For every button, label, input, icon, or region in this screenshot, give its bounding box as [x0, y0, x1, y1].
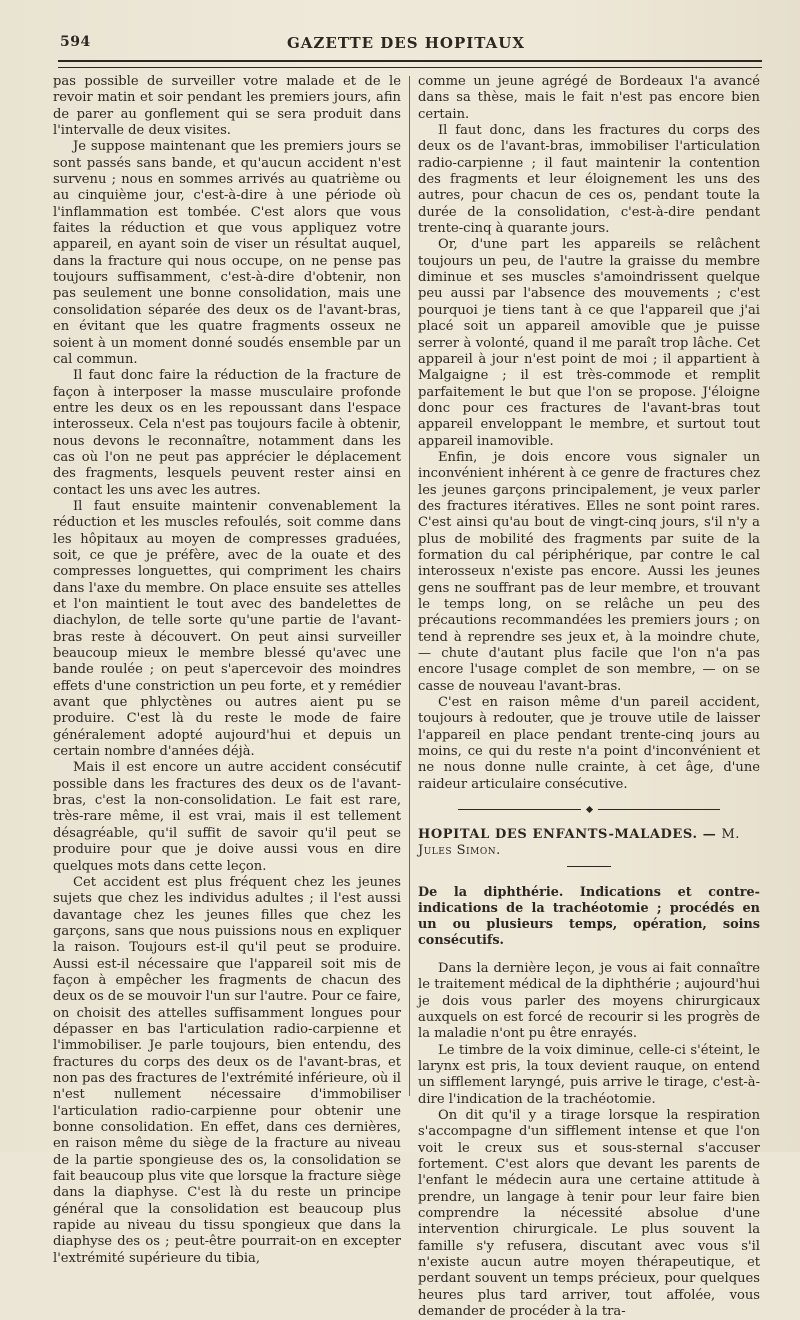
ornament-line	[458, 809, 581, 810]
paragraph: Dans la dernière leçon, je vous ai fait connaître le traitement médical de la diphthérie ; aujourd'hui je dois vous parler des moyens chirurgicaux auxquels on est forcé de recourir si les progrès de la maladie n'ont pu être enrayés.	[418, 960, 760, 1042]
header-double-rule	[58, 60, 762, 68]
paragraph: C'est en raison même d'un pareil accident, toujours à redouter, que je trouve utile de laisser l'appareil en place pendant trente-cinq jours au moins, ce qui du reste n'a point d'inconvénient et ne nous donne nulle crainte, à cet âge, d'une raideur articulaire consécutive.	[418, 695, 760, 792]
page-number: 594	[60, 34, 91, 50]
paragraph: Il faut donc faire la réduction de la fracture de façon à interposer la masse musculaire profonde entre les deux os en les repoussant dans l'espace interosseux. Cela n'est pas toujours facile à obtenir, nous devons le reconnaître, notamment dans les cas où l'on ne peut pas apprécier le déplacement des fragments, lesquels peuvent rester ainsi en contact les uns avec les autres.	[53, 368, 401, 498]
paragraph: Je suppose maintenant que les premiers jours se sont passés sans bande, et qu'aucun accident n'est survenu ; nous en sommes arrivés au quatrième ou au cinquième jour, c'est-à-dire à une période où l'inflammation est tombée. C'est alors que vous faites la réduction et que vous appliquez votre appareil, en ayant soin de viser un résultat auquel, dans la fracture qui nous occupe, on ne pense pas toujours suffisamment, c'est-à-dire d'obtenir, non pas seulement une bonne consolidation, mais une consolidation séparée des deux os de l'avant-bras, en évitant que les quatre fragments osseux ne soient à un moment donné soudés ensemble par un cal commun.	[53, 139, 401, 367]
heading-dash: —	[702, 827, 717, 843]
ornament-diamond-icon	[585, 806, 592, 813]
author-name: M. Jules Simon.	[418, 827, 740, 859]
column-divider	[409, 76, 410, 1096]
paragraph: On dit qu'il y a tirage lorsque la respiration s'accompagne d'un sifflement intense et que l'on voit le creux sus et sous-sternal s'accuser fortement. C'est alors que devant les parents de l'enfant le médecin aura une certaine attitude à prendre, un langage à tenir pour leur faire bien comprendre la nécessité absolue d'une intervention chirurgicale. Le plus souvent la famille s'y refusera, discutant avec vous s'il n'existe aucun autre moyen thérapeutique, et perdant souvent un temps précieux, pour quelques heures plus tard arriver, tout affolée, vous demander de procéder à la tra-	[418, 1107, 760, 1320]
hospital-name: HOPITAL DES ENFANTS-MALADES.	[418, 827, 698, 843]
short-rule	[567, 866, 611, 867]
section-heading	[418, 827, 760, 860]
paragraph: Le timbre de la voix diminue, celle-ci s'éteint, le larynx est pris, la toux devient rauque, on entend un sifflement laryngé, puis arrive le tirage, c'est-à-dire l'indication de la trachéotomie.	[418, 1042, 760, 1107]
ornament-line	[598, 809, 721, 810]
paragraph: comme un jeune agrégé de Bordeaux l'a avancé dans sa thèse, mais le fait n'est pas encore bien certain.	[418, 74, 760, 122]
paragraph: Il faut ensuite maintenir convenablement la réduction et les muscles refoulés, soit comme dans les hôpitaux au moyen de compresses graduées, soit, ce que je préfère, avec de la ouate et des compresses longuettes, qui compriment les chairs dans l'axe du membre. On place ensuite ses attelles et l'on maintient le tout avec des bandelettes de diachylon, de telle sorte qu'une partie de l'avant-bras reste à découvert. On peut ainsi surveiller beaucoup mieux le membre blessé qu'avec une bande roulée ; on peut s'apercevoir des moindres effets d'une constriction un peu forte, et y remédier avant que phlyctènes ou autres aient pu se produire. C'est là du reste le mode de faire généralement adopté aujourd'hui et depuis un certain nombre d'années déjà.	[53, 498, 401, 760]
lecture-title: De la diphthérie. Indications et contre-indications de la trachéotomie ; procédés en un ou plusieurs temps, opération, soins consécutifs.	[418, 884, 760, 948]
paragraph: pas possible de surveiller votre malade et de le revoir matin et soir pendant les premiers jours, afin de parer au gonflement qui se sera produit dans l'intervalle de deux visites.	[53, 74, 401, 139]
section-ornament	[458, 805, 720, 813]
paragraph: Or, d'une part les appareils se relâchent toujours un peu, de l'autre la graisse du membre diminue et ses muscles s'amoindrissent quelque peu aussi par l'absence des mouvements ; c'est pourquoi je tiens tant à ce que l'appareil que j'ai placé soit un appareil amovible que je puisse serrer à volonté, quand il me paraît trop lâche. Cet appareil à jour n'est point de moi ; il appartient à Malgaigne ; il est très-commode et remplit parfaitement le but que l'on se propose. J'éloigne donc pour ces fractures de l'avant-bras tout appareil enveloppant le membre, et surtout tout appareil inamovible.	[418, 237, 760, 449]
paragraph: Il faut donc, dans les fractures du corps des deux os de l'avant-bras, immobiliser l'articulation radio-carpienne ; il faut maintenir la contention des fragments et leur éloignement les uns des autres, pour chacun de ces os, pendant toute la durée de la consolidation, c'est-à-dire pendant trente-cinq à quarante jours.	[418, 123, 760, 237]
page-header	[48, 30, 764, 56]
paragraph: Cet accident est plus fréquent chez les jeunes sujets que chez les individus adultes ; il l'est aussi davantage chez les jeunes filles que chez les garçons, sans que nous puissions nous en expliquer la raison. Toujours est-il qu'il peut se produire. Aussi est-il nécessaire que l'appareil soit mis de façon à empêcher les fragments de chacun des deux os de se mouvoir l'un sur l'autre. Pour ce faire, on choisit des attelles suffisamment longues pour dépasser en bas l'articulation radio-carpienne et l'immobiliser. Je parle toujours, bien entendu, des fractures du corps des deux os de l'avant-bras, et non pas des fractures de l'extrémité inférieure, où il n'est nullement nécessaire d'immobiliser l'articulation radio-carpienne pour obtenir une bonne consolidation. En effet, dans ces dernières, en raison même du siège de la fracture au niveau de la partie spongieuse des os, la consolidation se fait beaucoup plus vite que lorsque la fracture siège dans la diaphyse. C'est là du reste un principe général que la consolidation est beaucoup plus rapide au niveau du tissu spongieux que dans la diaphyse des os ; peut-être pourrait-on en excepter l'extrémité supérieure du tibia,	[53, 874, 401, 1266]
running-title: GAZETTE DES HOPITAUX	[286, 34, 525, 52]
paragraph: Enfin, je dois encore vous signaler un inconvénient inhérent à ce genre de fractures chez les jeunes garçons principalement, je veux parler des fractures itératives. Elles ne sont point rares. C'est ainsi qu'au bout de vingt-cinq jours, s'il n'y a plus de mobilité des fragments par suite de la formation du cal périphérique, par contre le cal interosseux n'existe pas encore. Aussi les jeunes gens ne souffrant pas de leur membre, et trouvant le temps long, on se relâche un peu des précautions recommandées les premiers jours ; on tend à reprendre ses jeux et, à la moindre chute, — chute d'autant plus facile que l'on n'a pas encore l'usage complet de son membre, — on se casse de nouveau l'avant-bras.	[418, 449, 760, 694]
right-column	[418, 74, 760, 1320]
left-column	[53, 74, 401, 1267]
paragraph: Mais il est encore un autre accident consécutif possible dans les fractures des deux os de l'avant-bras, c'est la non-consolidation. Le fait est rare, très-rare même, il est vrai, mais il est tellement désagréable, qu'il suffit de savoir qu'il peut se produire pour que je doive aussi vous en dire quelques mots dans cette leçon.	[53, 760, 401, 874]
